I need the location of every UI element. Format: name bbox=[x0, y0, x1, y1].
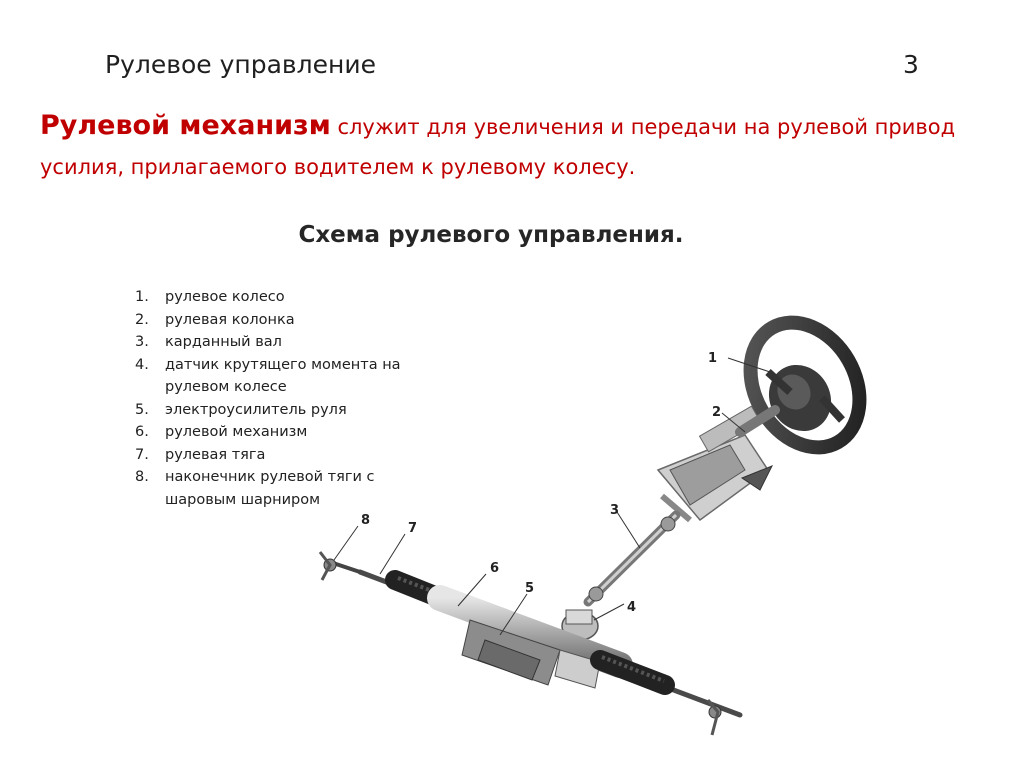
legend-label: рулевая колонка bbox=[165, 311, 295, 328]
diagram-title: Схема рулевого управления. bbox=[298, 222, 684, 248]
callout-2: 2 bbox=[712, 405, 722, 420]
callout-leader-7 bbox=[380, 534, 405, 574]
legend-number: 1. bbox=[135, 289, 149, 305]
intro-term: Рулевой механизм bbox=[40, 110, 331, 141]
callout-3: 3 bbox=[610, 503, 620, 518]
legend-number: 2. bbox=[135, 311, 149, 328]
steering-wheel bbox=[729, 303, 882, 467]
callout-1: 1 bbox=[708, 351, 718, 366]
callout-8: 8 bbox=[361, 513, 371, 528]
callout-5: 5 bbox=[525, 581, 535, 596]
intermediate-shaft bbox=[588, 515, 676, 602]
legend-label: рулевой механизм bbox=[165, 424, 308, 440]
legend-label: датчик крутящего момента на рулевом колесе bbox=[165, 356, 401, 395]
legend-number: 6. bbox=[135, 424, 149, 440]
callout-leader-4 bbox=[594, 604, 624, 620]
legend-number: 8. bbox=[135, 469, 149, 485]
callout-7: 7 bbox=[408, 521, 418, 536]
callout-leader-8 bbox=[334, 526, 358, 560]
callout-leader-3 bbox=[617, 512, 640, 548]
legend-number: 5. bbox=[135, 401, 149, 418]
legend-number: 3. bbox=[135, 334, 149, 350]
legend-number: 4. bbox=[135, 356, 149, 373]
steering-column bbox=[658, 406, 775, 520]
legend-number: 7. bbox=[135, 446, 149, 463]
intro-text: служит для увеличения и передачи на рулевой привод усилия, прилагаемого водителем к рулевому колесу. bbox=[40, 115, 956, 179]
legend-label: электроусилитель руля bbox=[165, 401, 347, 418]
slide-title: Рулевое управление bbox=[105, 50, 376, 79]
legend-label: рулевое колесо bbox=[165, 289, 285, 305]
legend-label: карданный вал bbox=[165, 334, 282, 350]
legend-label: рулевая тяга bbox=[165, 446, 266, 463]
legend-label: наконечник рулевой тяги с шаровым шарниром bbox=[165, 469, 375, 508]
callout-6: 6 bbox=[490, 561, 500, 576]
callout-4: 4 bbox=[627, 600, 637, 615]
page-number: 3 bbox=[903, 50, 919, 79]
steering-rack bbox=[320, 552, 740, 735]
